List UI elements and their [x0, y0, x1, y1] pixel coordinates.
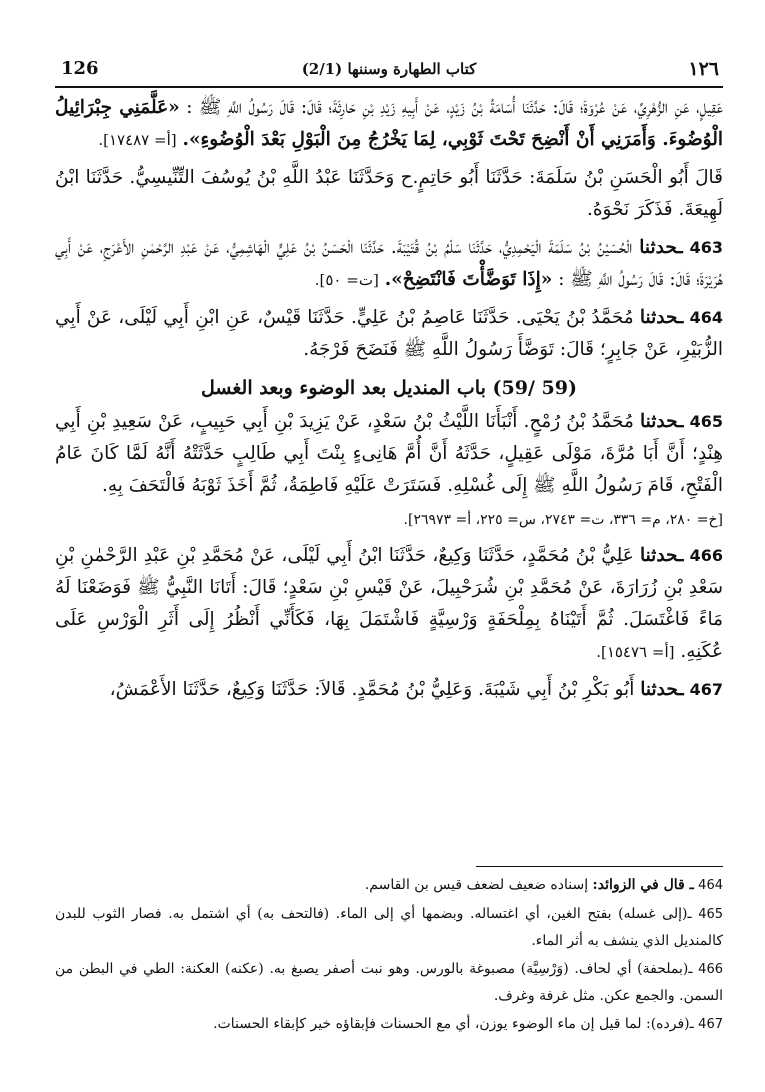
main-text — [55, 92, 723, 712]
hadith-note — [55, 162, 723, 226]
hadith-text: قَالَ أَبُو الْحَسَنِ بْنُ سَلَمَةَ: حَدَّثَنَا أَبُو حَاتِمٍ.ح وَحَدَّثَنَا عَبْدُ اللَّهِ بْنُ يُوسُفَ التِّنِّيسِيُّ. حَدَّثَنَا ابْنُ لَهِيعَةَ. فَذَكَرَ نَحْوَهُ. — [55, 167, 723, 220]
footnote-divider — [476, 866, 723, 867]
footnote-number: 467 — [698, 1017, 723, 1032]
footnotes — [55, 872, 723, 1040]
hadith-number: 465 — [689, 412, 723, 431]
hadith-lead: ـحدثنا — [640, 411, 684, 432]
chapter-heading: (59 /59) باب المنديل بعد الوضوء وبعد الغسل — [201, 377, 577, 399]
hadith-465 — [55, 406, 723, 502]
hadith-number: 467 — [689, 680, 723, 699]
page-number-latin: 126 — [61, 58, 99, 79]
footnote-label: ـ قال في الزوائد: — [592, 877, 694, 893]
page-number-arabic: ١٢٦ — [688, 58, 719, 80]
footnote-text: ـ(فرده): لما قيل إن ماء الوضوء يوزن، أي مع الحسنات فإبقاؤه خير كإبقاء الحسنات. — [213, 1016, 694, 1032]
page-header — [55, 56, 723, 88]
hadith-text: الْحُسَيْنُ بْنُ سَلَمَةَ الْيَحْمِدِيُّ، حَدَّثَنَا سَلْمُ بْنُ قُتَيْبَةَ. حَدَّثَنَا الْحَسَنُ بْنُ عَلِيٍّ الْهَاشِمِيُّ، عَنْ عَبْدِ الرَّحْمٰنِ الأَعْرَجِ، عَنْ أَبِي هُرَيْرَةَ؛ قَالَ: قَالَ رَسُولُ اللَّهِ ﷺ : — [55, 237, 723, 290]
hadith-464 — [55, 302, 723, 366]
hadith-quote: «عَلَّمَنِي جِبْرَائِيلُ الْوُضُوءَ. وَأَمَرَنِي أَنْ أَنْضِحَ تَحْتَ ثَوْبِي، لِمَا يَخْرُجُ مِنَ الْبَوْلِ بَعْدَ الْوُضُوءِ». — [55, 97, 723, 150]
footnote-number: 464 — [698, 878, 723, 893]
hadith-text: عَلِيُّ بْنُ مُحَمَّدٍ، حَدَّثَنَا وَكِيعٌ، حَدَّثَنَا ابْنُ أَبِي لَيْلَى، عَنْ مُحَمَّدِ بْنِ عَبْدِ الرَّحْمٰنِ بْنِ سَعْدِ بْنِ زُرَارَةَ، عَنْ مُحَمَّدِ بْنِ شُرَحْبِيلَ، عَنْ قَيْسِ بْنِ سَعْدٍ؛ قَالَ: أَتَانَا النَّبِيُّ ﷺ فَوَضَعْنَا لَهُ مَاءً فَاغْتَسَلَ. ثُمَّ أَتَيْنَاهُ بِمِلْحَفَةٍ وَرْسِيَّةٍ فَاشْتَمَلَ بِهَا، فَكَأَنِّي أَنْظُرُ إِلَى أَثَرِ الْوَرْسِ عَلَى عُكَنِهِ. — [55, 545, 723, 662]
hadith-number: 464 — [689, 308, 723, 327]
hadith-text: مُحَمَّدُ بْنُ رُمْحٍ. أَنْبَأَنَا اللَّيْثُ بْنُ سَعْدٍ، عَنْ يَزِيدَ بْنِ أَبِي حَبِيبٍ، عَنْ سَعِيدِ بْنِ أَبِي هِنْدٍ؛ أَنَّ أَبَا مُرَّةَ، مَوْلَى عَقِيلٍ، حَدَّثَهُ أَنَّ أُمَّ هَانِىءٍ بِنْتَ أَبِي طَالِبٍ حَدَّثَتْهُ أَنَّهُ لَمَّا كَانَ عَامُ الْفَتْحِ، قَامَ رَسُولُ اللَّهِ ﷺ إِلَى غُسْلِهِ. فَسَتَرَتْ عَلَيْهِ فَاطِمَةُ، ثُمَّ أَخَذَ ثَوْبَهُ فَالْتَحَفَ بِهِ. — [55, 411, 723, 496]
hadith-reference: [أ= ١٧٤٨٧]. — [98, 131, 177, 149]
running-title: (2/1) كتاب الطهارة وسننها — [301, 60, 477, 78]
footnote-text: ـ(بملحفة) أي لحاف. (وَرْسِيَّة) مصبوغة بالورس. وهو نبت أصفر يصبغ به. (عكنه) العكنة: الطي في البطن من السمن. والجمع عكن. مثل غرفة وغرف. — [55, 961, 723, 1004]
hadith-number: 466 — [689, 546, 723, 565]
hadith-reference-line: [خ= ٢٨٠، م= ٣٣٦، ت= ٢٧٤٣، س= ٢٢٥، أ= ٢٦٩٧٣]. — [403, 512, 723, 528]
hadith-continuation — [55, 92, 723, 156]
hadith-463 — [55, 232, 723, 296]
hadith-lead: ـحدثنا — [639, 307, 684, 328]
footnote-467 — [55, 1011, 723, 1038]
footnote-text: ـ(إلى غسله) بفتح الغين، أي اغتساله. وبضمها أي إلى الماء. (فالتحف به) أي اشتمل به. فصار الثوب للبدن كالمنديل الذي ينشف به أثر الماء. — [55, 906, 723, 949]
hadith-reference: [ت= ٥٠]. — [314, 271, 379, 289]
footnote-466 — [55, 956, 723, 1009]
hadith-text: مُحَمَّدُ بْنُ يَحْيَى. حَدَّثَنَا عَاصِمُ بْنُ عَلِيٍّ. حَدَّثَنَا قَيْسٌ، عَنِ ابْنِ أَبِي لَيْلَى، عَنْ أَبِي الزُّبَيْرِ، عَنْ جَابِرٍ؛ قَالَ: تَوَضَّأَ رَسُولُ اللَّهِ ﷺ فَنَضَحَ فَرْجَهُ. — [55, 307, 723, 360]
hadith-lead: ـحدثنا — [639, 545, 684, 566]
hadith-number: 463 — [689, 238, 723, 257]
hadith-text: عَقِيلٍ، عَنِ الزُّهْرِيِّ، عَنْ عُرْوَةَ؛ قَالَ: حَدَّثَنَا أُسَامَةُ بْنُ زَيْدٍ، عَنْ أَبِيهِ زَيْدِ بْنِ حَارِثَةَ؛ قَالَ: قَالَ رَسُولُ اللَّهِ ﷺ : — [186, 97, 723, 118]
footnote-465 — [55, 901, 723, 954]
hadith-text: أَبُو بَكْرِ بْنُ أَبِي شَيْبَةَ. وَعَلِيُّ بْنُ مُحَمَّدٍ. قَالاَ: حَدَّثَنَا وَكِيعٌ، حَدَّثَنَا الأَعْمَشُ، — [109, 679, 635, 700]
hadith-quote: «إِذَا تَوَضَّأْتَ فَانْتَضِحْ». — [384, 269, 553, 290]
hadith-reference: [أ= ١٥٤٧٦]. — [596, 643, 675, 661]
footnote-text: إسناده ضعيف لضعف قيس بن القاسم. — [364, 877, 589, 893]
hadith-467 — [55, 674, 723, 706]
hadith-lead: ـحدثنا — [640, 679, 684, 700]
footnote-number: 466 — [698, 962, 723, 977]
hadith-lead: ـحدثنا — [639, 237, 683, 258]
hadith-466 — [55, 540, 723, 668]
footnote-number: 465 — [698, 907, 724, 922]
footnote-464 — [55, 872, 723, 899]
